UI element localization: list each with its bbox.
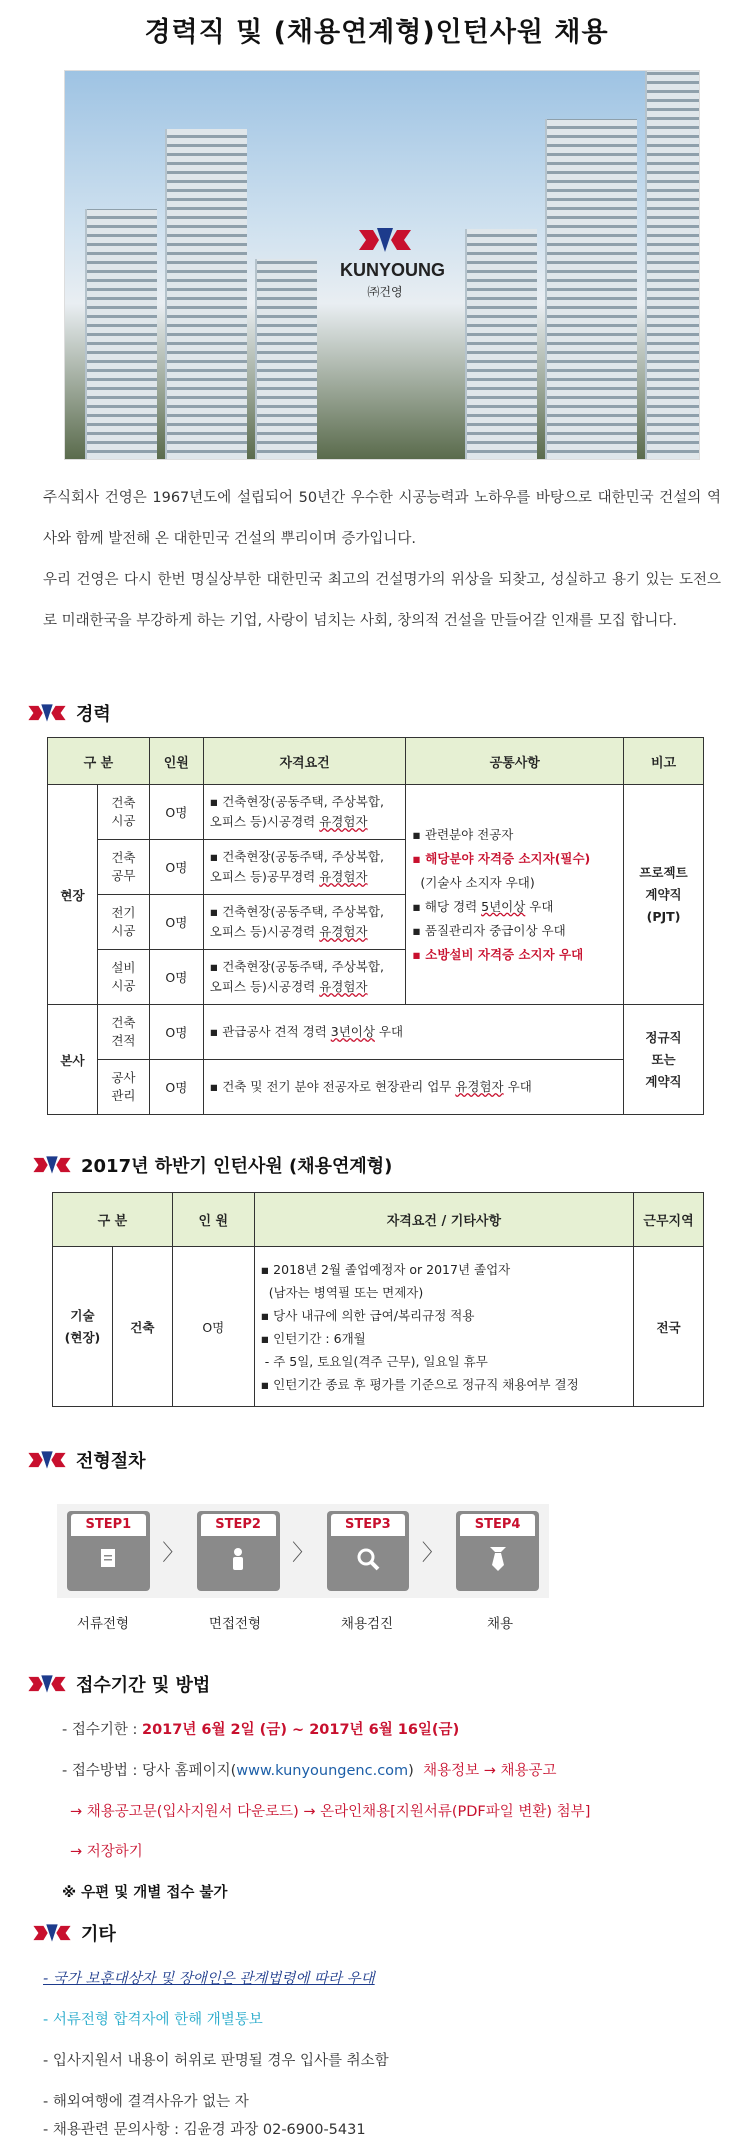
table-header-row: [53, 1193, 704, 1247]
requirement: [203, 895, 406, 950]
common-item: ▪ 해당분야 자격증 소지자(필수): [412, 850, 591, 866]
job-type: 공사 관리: [97, 1060, 149, 1115]
requirement: [203, 950, 406, 1005]
building-illustration: [545, 119, 637, 459]
apply-method-path: 채용정보 → 채용공고: [423, 1763, 557, 1779]
process-step: [456, 1511, 539, 1591]
requirement-text: ▪ 건축현장(공동주택, 주상복합, 오피스 등)공무경력: [209, 849, 384, 884]
apply-period-label: - 접수기한 :: [62, 1722, 142, 1738]
table-header: 자격요건 / 기타사항: [254, 1193, 633, 1247]
job-type: 건축: [112, 1247, 172, 1407]
kunyoung-logo-icon: [33, 1155, 71, 1175]
chevron-right-icon: 〉: [292, 1540, 315, 1566]
table-header-row: [48, 738, 704, 785]
table-header: 구 분: [48, 738, 150, 785]
logo-korean-name: ㈜건영: [367, 285, 403, 299]
requirement-emphasis: 유경험자: [319, 979, 368, 994]
common-item-text: ▪ 해당 경력: [412, 898, 482, 914]
common-item: ▪ 소방설비 자격증 소지자 우대: [412, 946, 584, 962]
requirement-item: (남자는 병역필 또는 면제자): [268, 1284, 424, 1300]
requirement-item: ▪ 인턴기간 : 6개월: [260, 1330, 366, 1346]
requirement-text: ▪ 관급공사 견적 경력: [209, 1024, 331, 1039]
headcount: O명: [149, 1005, 203, 1060]
table-row: [48, 1005, 704, 1060]
chevron-right-icon: 〉: [421, 1540, 444, 1566]
requirement-emphasis: 유경험자: [455, 1079, 504, 1094]
apply-method-line3: → 저장하기: [70, 1844, 143, 1860]
requirement: [203, 785, 406, 840]
table-header: 공통사항: [406, 738, 624, 785]
job-type: 건축 공무: [97, 840, 149, 895]
common-item: ▪ 관련분야 전공자: [412, 826, 514, 842]
apply-notice: ※ 우편 및 개별 접수 불가: [62, 1885, 228, 1901]
job-type: 건축 시공: [97, 785, 149, 840]
etc-item: - 국가 보훈대상자 및 장애인은 관계법령에 따라 우대: [43, 1971, 375, 1987]
homepage-link[interactable]: www.kunyoungenc.com: [236, 1763, 409, 1779]
requirement-item: - 주 5일, 토요일(격주 근무), 일요일 휴무: [264, 1353, 488, 1369]
requirement-emphasis: 유경험자: [319, 814, 368, 829]
etc-item: - 채용관련 문의사항 : 김윤경 과장 02-6900-5431: [43, 2122, 366, 2138]
building-illustration: [85, 209, 157, 459]
requirement-item: ▪ 2018년 2월 졸업예정자 or 2017년 졸업자: [260, 1261, 511, 1277]
process-step: [327, 1511, 410, 1591]
work-region: 전국: [634, 1247, 704, 1407]
tie-icon: [456, 1547, 539, 1577]
group-label: 기술 (현장): [53, 1247, 113, 1407]
building-illustration: [165, 129, 247, 459]
requirement: [203, 840, 406, 895]
section-title: 기타: [81, 1924, 116, 1945]
page-title: 경력직 및 (채용연계형)인턴사원 채용: [144, 17, 609, 48]
common-item: ▪ 품질관리자 중급이상 우대: [412, 922, 566, 938]
intro-text: [43, 478, 721, 642]
note-cell: 프로젝트 계약직 (PJT): [624, 785, 704, 1005]
group-label: 본사: [48, 1005, 98, 1115]
headcount: O명: [149, 895, 203, 950]
kunyoung-logo-icon: [28, 1674, 66, 1694]
job-type: 건축 견적: [97, 1005, 149, 1060]
table-row: [48, 1060, 704, 1115]
building-illustration: [465, 229, 537, 459]
kunyoung-logo-icon: [28, 1450, 66, 1470]
group-label: 현장: [48, 785, 98, 1005]
table-header: 근무지역: [634, 1193, 704, 1247]
section-title: 2017년 하반기 인턴사원 (채용연계형): [81, 1156, 393, 1177]
section-title: 전형절차: [76, 1451, 146, 1472]
career-table: [47, 737, 704, 1115]
step-label: 면접전형: [208, 1616, 262, 1632]
step-tag: STEP1: [71, 1514, 146, 1536]
headcount: O명: [172, 1247, 254, 1407]
search-icon: [327, 1547, 410, 1577]
process-step: [197, 1511, 280, 1591]
step-label: 서류전형: [76, 1616, 130, 1632]
requirement-text: ▪ 건축 및 전기 분야 전공자로 현장관리 업무: [209, 1079, 456, 1094]
chevron-right-icon: 〉: [162, 1540, 185, 1566]
step-tag: STEP4: [460, 1514, 535, 1536]
common-item: (기술사 소지자 우대): [420, 874, 535, 890]
building-illustration: [645, 71, 700, 459]
intro-paragraph: 우리 건영은 다시 한번 명실상부한 대한민국 최고의 건설명가의 위상을 되찾고, 성실하고 용기 있는 도전으로 미래한국을 부강하게 하는 기업, 사랑이 넘치는 사회, 창의적 건설을 만들어갈 인재를 모집 합니다.: [43, 572, 721, 629]
common-item-emphasis: 5년이상: [481, 898, 526, 914]
etc-item: - 해외여행에 결격사유가 없는 자: [43, 2094, 249, 2110]
etc-item: - 서류전형 합격자에 한해 개별통보: [43, 2012, 263, 2028]
section-header-career: [28, 700, 111, 726]
apply-period: [62, 1718, 459, 1739]
requirement-text: ▪ 건축현장(공동주택, 주상복합, 오피스 등)시공경력: [209, 959, 384, 994]
step-label: 채용: [486, 1616, 514, 1632]
requirement-text: 우대: [503, 1079, 532, 1094]
apply-method-label: - 접수방법 : 당사 홈페이지(: [62, 1763, 237, 1779]
requirement-emphasis: 3년이상: [330, 1024, 375, 1039]
person-icon: [197, 1547, 280, 1577]
requirement-text: ▪ 건축현장(공동주택, 주상복합, 오피스 등)시공경력: [209, 904, 384, 939]
apply-method-line2: → 채용공고문(입사지원서 다운로드) → 온라인채용[지원서류(PDF파일 변환) 첨부]: [70, 1804, 591, 1820]
section-header-process: [28, 1447, 146, 1473]
headcount: O명: [149, 840, 203, 895]
table-header: 자격요건: [203, 738, 406, 785]
logo-wordmark: KUNYOUNG: [340, 260, 446, 280]
headcount: O명: [149, 785, 203, 840]
common-item-text: 우대: [525, 898, 554, 914]
process-step: [67, 1511, 150, 1591]
requirement-item: ▪ 인턴기간 종료 후 평가를 기준으로 정규직 채용여부 결정: [260, 1376, 579, 1392]
hero-image: [64, 70, 700, 460]
section-header-apply: [28, 1671, 210, 1697]
step-tag: STEP3: [331, 1514, 406, 1536]
table-header: 구 분: [53, 1193, 173, 1247]
apply-period-value: 2017년 6월 2일 (금) ~ 2017년 6월 16일(금): [141, 1722, 460, 1738]
kunyoung-logo-icon: [28, 703, 66, 723]
step-tag: STEP2: [201, 1514, 276, 1536]
job-type: 설비 시공: [97, 950, 149, 1005]
section-header-etc: [33, 1920, 116, 1946]
note-cell: 정규직 또는 계약직: [624, 1005, 704, 1115]
requirement-item: ▪ 당사 내규에 의한 급여/복리규정 적용: [260, 1307, 475, 1323]
headcount: O명: [149, 950, 203, 1005]
requirement: [203, 1005, 623, 1060]
apply-method-text: ): [408, 1763, 414, 1779]
table-header: 인원: [149, 738, 203, 785]
apply-method: [62, 1759, 557, 1780]
job-type: 전기 시공: [97, 895, 149, 950]
requirement-list: [254, 1247, 633, 1407]
table-row: [53, 1247, 704, 1407]
document-icon: [67, 1547, 150, 1575]
section-title: 경력: [76, 704, 111, 725]
intro-paragraph: 주식회사 건영은 1967년도에 설립되어 50년간 우수한 시공능력과 노하우를 바탕으로 대한민국 건설의 역사와 함께 발전해 온 대한민국 건설의 뿌리이며 증가입니다.: [43, 490, 721, 547]
section-title: 접수기간 및 방법: [76, 1675, 211, 1696]
table-row: [48, 785, 704, 840]
table-header: 비고: [624, 738, 704, 785]
headcount: O명: [149, 1060, 203, 1115]
table-header: 인 원: [172, 1193, 254, 1247]
section-header-intern: [33, 1152, 392, 1178]
requirement-emphasis: 유경험자: [319, 869, 368, 884]
process-steps: [57, 1504, 549, 1598]
common-item: [412, 895, 617, 919]
company-logo: [340, 226, 446, 300]
kunyoung-logo-icon: [359, 226, 411, 254]
intern-table: [52, 1192, 704, 1407]
requirement-text: ▪ 건축현장(공동주택, 주상복합, 오피스 등)시공경력: [209, 794, 384, 829]
requirement-emphasis: 유경험자: [319, 924, 368, 939]
step-label: 채용검진: [340, 1616, 394, 1632]
etc-item: - 입사지원서 내용이 허위로 판명될 경우 입사를 취소함: [43, 2053, 389, 2069]
requirement-text: 우대: [374, 1024, 404, 1039]
kunyoung-logo-icon: [33, 1923, 71, 1943]
requirement: [203, 1060, 623, 1115]
common-requirements: [406, 785, 624, 1005]
building-illustration: [255, 259, 317, 459]
